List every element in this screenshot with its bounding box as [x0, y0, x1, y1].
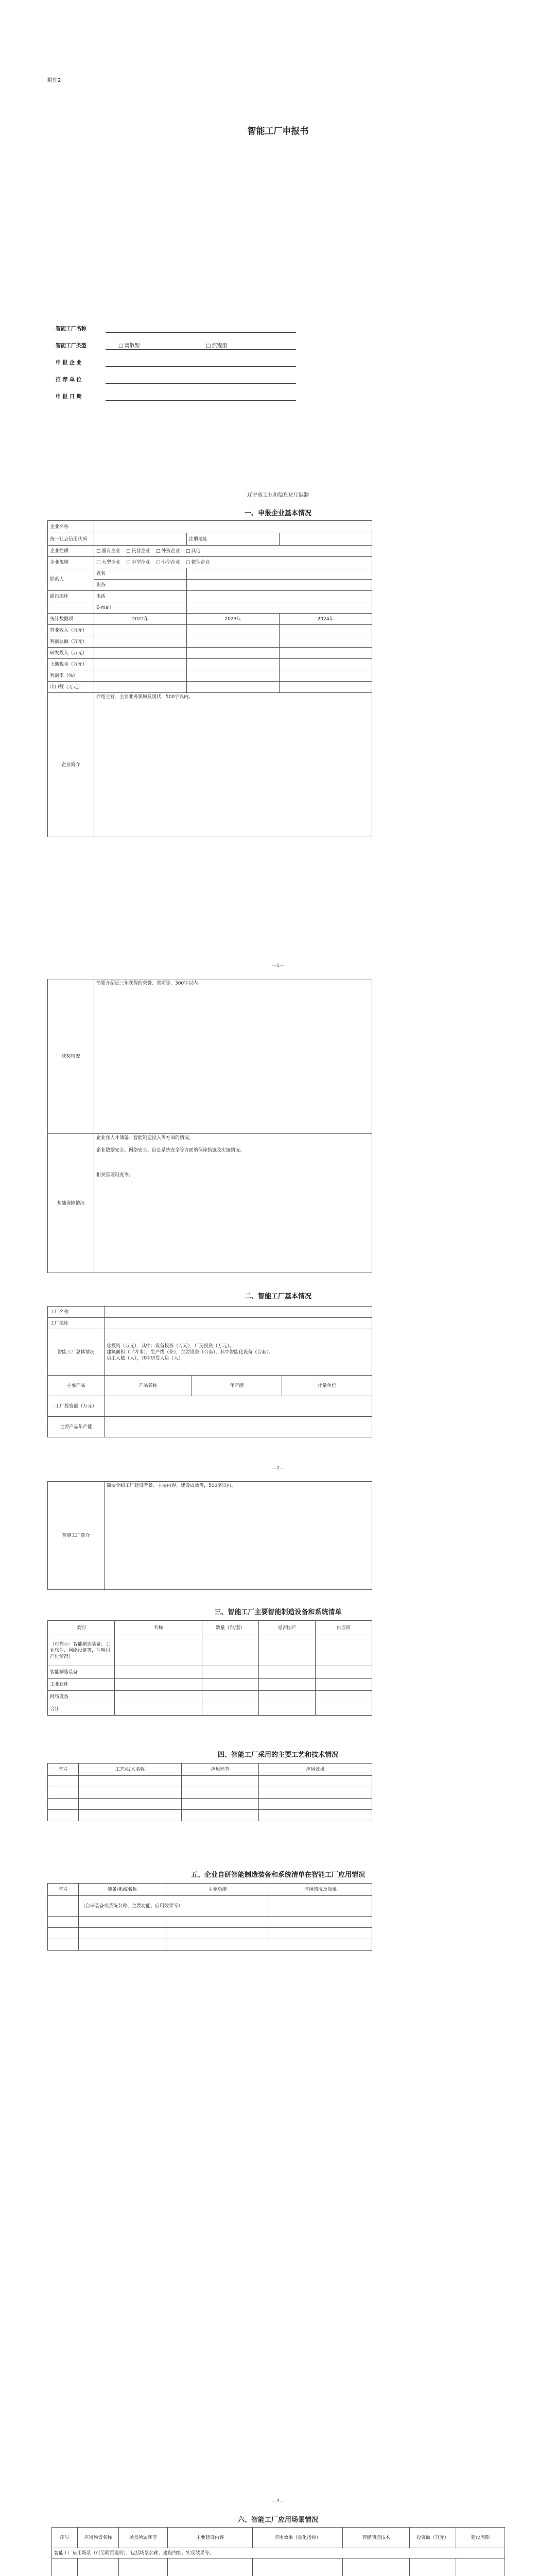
intro-cell[interactable]: 介绍主营、主要业务领域及现状，500字以内。	[94, 693, 372, 837]
row-label: 工厂投资额（万元）	[48, 1396, 105, 1417]
cover-field-company-label: 申 报 企 业	[56, 360, 82, 366]
checkbox-icon	[118, 343, 124, 349]
section-1-title: 一、申报企业基本情况	[244, 510, 311, 517]
table-equipment: 类别 名称 数量（台/套） 是否国产 供应商 （可列示：智能制造装备、工业软件、网络设备等，注明国产化情况） 智能制造装备 工业软件 网络设备 合计	[47, 1620, 372, 1716]
row-label: 统一社会信用代码	[48, 533, 94, 546]
row-label: 研发投入（万元）	[48, 648, 94, 659]
checkbox-icon[interactable]	[126, 560, 132, 565]
row-label: 工厂地址	[48, 1318, 105, 1329]
row-label: 上缴税金（万元）	[48, 659, 94, 670]
scale-options: □ 大型企业 □ 中型企业 □ 小型企业 □ 微型企业	[94, 557, 372, 568]
doc-title: 智能工厂申报书	[247, 126, 309, 137]
cover-field-name-label: 智能工厂名称	[56, 326, 86, 332]
cover-field-company-line[interactable]	[106, 366, 296, 367]
table-factory-info: 工厂名称 工厂地址 智能工厂总体情况 总投资（万元），其中：设备投资（万元），厂房投资（万元）。 建筑面积（平方米），生产线（条），主要设备（台套），其中智能化设备（台套）。 员工人数（人），其中研发人员（人）。 主要产品 产品名称 年产能 计量单位 工厂投资额（万元） 主要产品年产能	[47, 1306, 372, 1437]
section-2-title: 二、智能工厂基本情况	[244, 1293, 311, 1300]
intro-label: 企业简介	[48, 693, 94, 837]
checkbox-icon[interactable]	[126, 549, 132, 554]
checkbox-icon[interactable]	[156, 560, 162, 565]
row-label: 企业规模	[48, 557, 94, 568]
table-process: 序号 工艺/技术名称 应用环节 应用效果	[47, 1763, 372, 1821]
compiler: 辽宁省工业和信息化厅编制	[247, 493, 309, 498]
contact-title-cell[interactable]	[187, 580, 372, 591]
checkbox-icon[interactable]	[156, 549, 162, 554]
checkbox-icon	[206, 343, 212, 349]
cover-field-name-line[interactable]	[106, 332, 296, 333]
row-label: 出口额（万元）	[48, 682, 94, 693]
contact-phone-cell[interactable]	[187, 591, 372, 602]
attachment-label: 附件2	[47, 78, 61, 83]
factory-intro-cell[interactable]: 简要介绍工厂建设背景、主要内容、建设成效等，500字以内。	[105, 1482, 372, 1590]
checkbox-icon[interactable]	[186, 549, 192, 554]
table-factory-intro	[47, 1481, 372, 1590]
address-cell[interactable]	[280, 533, 372, 546]
row-label: 营业收入（万元）	[48, 625, 94, 636]
table-company-info-cont	[47, 979, 372, 1273]
section-3-title: 三、智能工厂主要智能制造设备和系统清单	[214, 1608, 342, 1616]
row-label: 企业名称	[48, 521, 94, 533]
section-4-title: 四、智能工厂采用的主要工艺和技术情况	[217, 1751, 338, 1759]
cover-field-recommender-line[interactable]	[106, 383, 296, 384]
cover-field-date-line[interactable]	[106, 400, 296, 401]
credit-code-cell[interactable]	[94, 533, 187, 546]
table-scenarios: 序号 应用场景名称 场景所属环节 主要建设内容 应用效果（量化指标） 智能制造技术 投资额（万元） 建设周期 智能工厂应用场景（可另附页说明），包括场景名称、建设内容、实现效果等。	[51, 2527, 505, 2576]
award-label: 获奖情况	[48, 979, 94, 1134]
type-option-discrete[interactable]: □ 离散型	[118, 343, 140, 349]
checkbox-icon[interactable]	[186, 560, 192, 565]
section-6-title: 六、智能工厂应用场景情况	[237, 2516, 318, 2524]
row-label: 统计数据项	[48, 614, 94, 625]
page-number: —2—	[272, 1466, 284, 1471]
page-number: —1—	[272, 963, 284, 969]
checkbox-icon[interactable]	[96, 560, 102, 565]
checkbox-icon[interactable]	[96, 549, 102, 554]
nature-options: □ 国有企业 □ 民营企业 □ 外资企业 □ 其他	[94, 546, 372, 557]
cover-field-type-line	[106, 349, 296, 350]
company-name-cell[interactable]	[94, 521, 372, 533]
table-self-developed: 序号 装备/系统名称 主要功能 应用情况及效果 （自研装备或系统名称、主要功能、应用效果等）	[47, 1883, 372, 1951]
row-label: 主要产品	[48, 1376, 105, 1396]
base-cell[interactable]: 企业在人才储备、智能制造投入等方面的情况。 企业数据安全、网络安全、信息系统安全等方面的保障措施及实施情况。 相关管理制度等。	[94, 1134, 372, 1273]
row-label: 智能工厂总体情况	[48, 1329, 105, 1376]
contact-name-cell[interactable]	[187, 568, 372, 580]
type-option-process[interactable]: □ 流程型	[206, 343, 227, 349]
cover-field-date-label: 申 报 日 期	[56, 394, 82, 400]
row-label: 主要产品年产能	[48, 1417, 105, 1437]
table-row	[52, 2558, 505, 2576]
page-number: —3—	[272, 2499, 284, 2504]
cover-field-type-label: 智能工厂类型	[56, 343, 86, 349]
base-label: 基础保障情况	[48, 1134, 94, 1273]
row-label: 利润率（%）	[48, 670, 94, 682]
row-label: 通讯地址	[48, 591, 94, 602]
row-label: 联系人	[48, 568, 94, 591]
factory-summary-cell[interactable]: 总投资（万元），其中：设备投资（万元），厂房投资（万元）。 建筑面积（平方米），生产线（条），主要设备（台套），其中智能化设备（台套）。 员工人数（人），其中研发人员（人）。	[105, 1329, 372, 1376]
row-label: 注册地址	[187, 533, 280, 546]
table-company-info: 企业名称 统一社会信用代码 注册地址 企业性质 □ 国有企业 □ 民营企业 □ 外资企业 □ 其他 企业规模 □ 大型企业 □ 中型企业 □ 小型企业 □ 微型企业 联系人 姓名 职务 通讯地址 电话 E-mail 统计数据项 2022年 2023年 2024年 营业收入（万元） 利润总额（万元） 研发投入（万元） 上缴税金（万元） 利润率（%） 出口额（万元） 企业简介 介绍主营、主要业务领域及现状，500字以内。	[47, 520, 372, 837]
contact-email-cell[interactable]	[187, 602, 372, 614]
cover-field-recommender-label: 推 荐 单 位	[56, 377, 82, 383]
award-cell[interactable]: 简要介绍近三年获得的荣誉、奖项等，300字以内。	[94, 979, 372, 1134]
row-label: 利润总额（万元）	[48, 636, 94, 648]
row-label: 企业性质	[48, 546, 94, 557]
row-label: 工厂名称	[48, 1307, 105, 1318]
factory-intro-label: 智能工厂简介	[48, 1482, 105, 1590]
section-5-title: 五、企业自研智能制造装备和系统清单在智能工厂应用情况	[190, 1871, 365, 1879]
